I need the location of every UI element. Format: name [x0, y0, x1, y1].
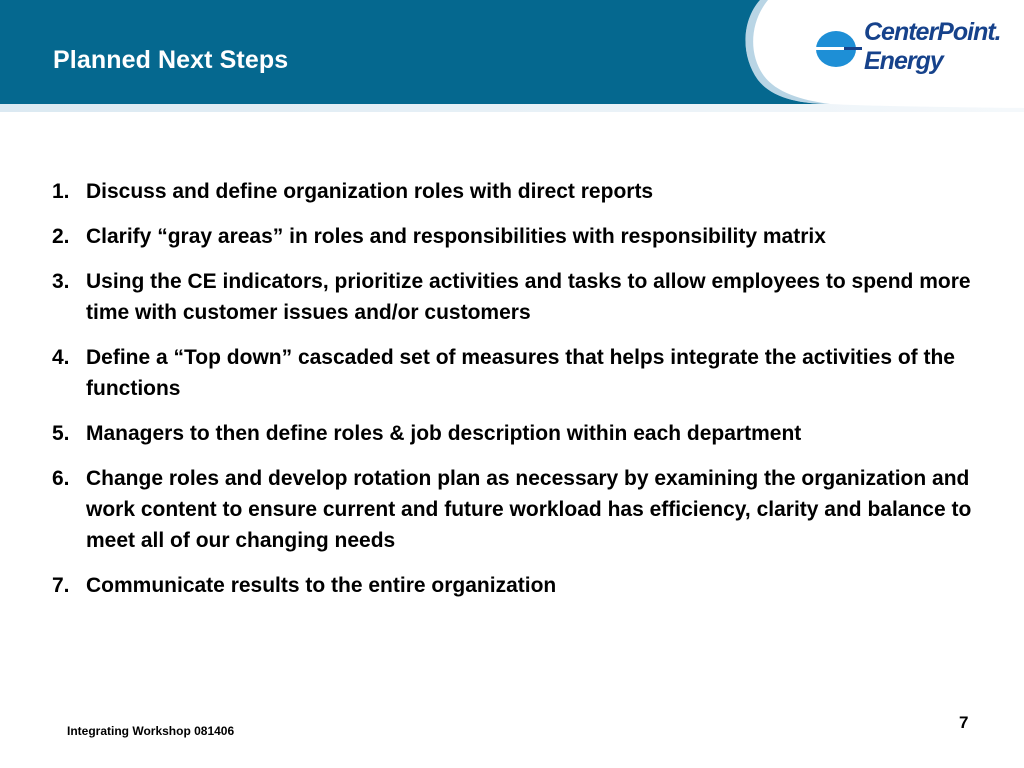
step-text: Clarify “gray areas” in roles and responsibilities with responsibility matrix: [86, 225, 826, 248]
steps-list: [52, 176, 972, 615]
step-number: 4.: [52, 346, 70, 369]
step-text: Discuss and define organization roles with direct reports: [86, 180, 654, 203]
step-number: 2.: [52, 225, 70, 248]
step-item: [52, 570, 972, 601]
step-item: [52, 266, 972, 328]
step-number: 7.: [52, 574, 70, 597]
step-item: [52, 176, 972, 207]
step-number: 3.: [52, 270, 70, 293]
step-text: Change roles and develop rotation plan as necessary by examining the organization and work content to ensure current and future workload has efficiency, clarity and balance to meet all of our changing needs: [86, 467, 972, 552]
step-number: 1.: [52, 180, 70, 203]
footer-text: Integrating Workshop 081406: [67, 724, 235, 738]
step-text: Define a “Top down” cascaded set of measures that helps integrate the activities of the functions: [86, 346, 955, 400]
step-item: [52, 221, 972, 252]
step-item: [52, 418, 972, 449]
centerpoint-logo: [814, 18, 1014, 80]
step-number: 6.: [52, 467, 70, 490]
step-item: [52, 463, 972, 556]
slide-title: Planned Next Steps: [53, 46, 289, 74]
logo-text-centerpoint: CenterPoint.: [864, 18, 1001, 46]
page-number: 7: [959, 713, 969, 732]
step-text: Managers to then define roles & job description within each department: [86, 422, 802, 445]
step-item: [52, 342, 972, 404]
step-text: Communicate results to the entire organization: [86, 574, 557, 597]
logo-text-energy: Energy: [864, 47, 943, 75]
step-number: 5.: [52, 422, 70, 445]
step-text: Using the CE indicators, prioritize activities and tasks to allow employees to spend more time with customer issues and/or customers: [86, 270, 971, 324]
centerpoint-globe-icon: [814, 28, 862, 70]
